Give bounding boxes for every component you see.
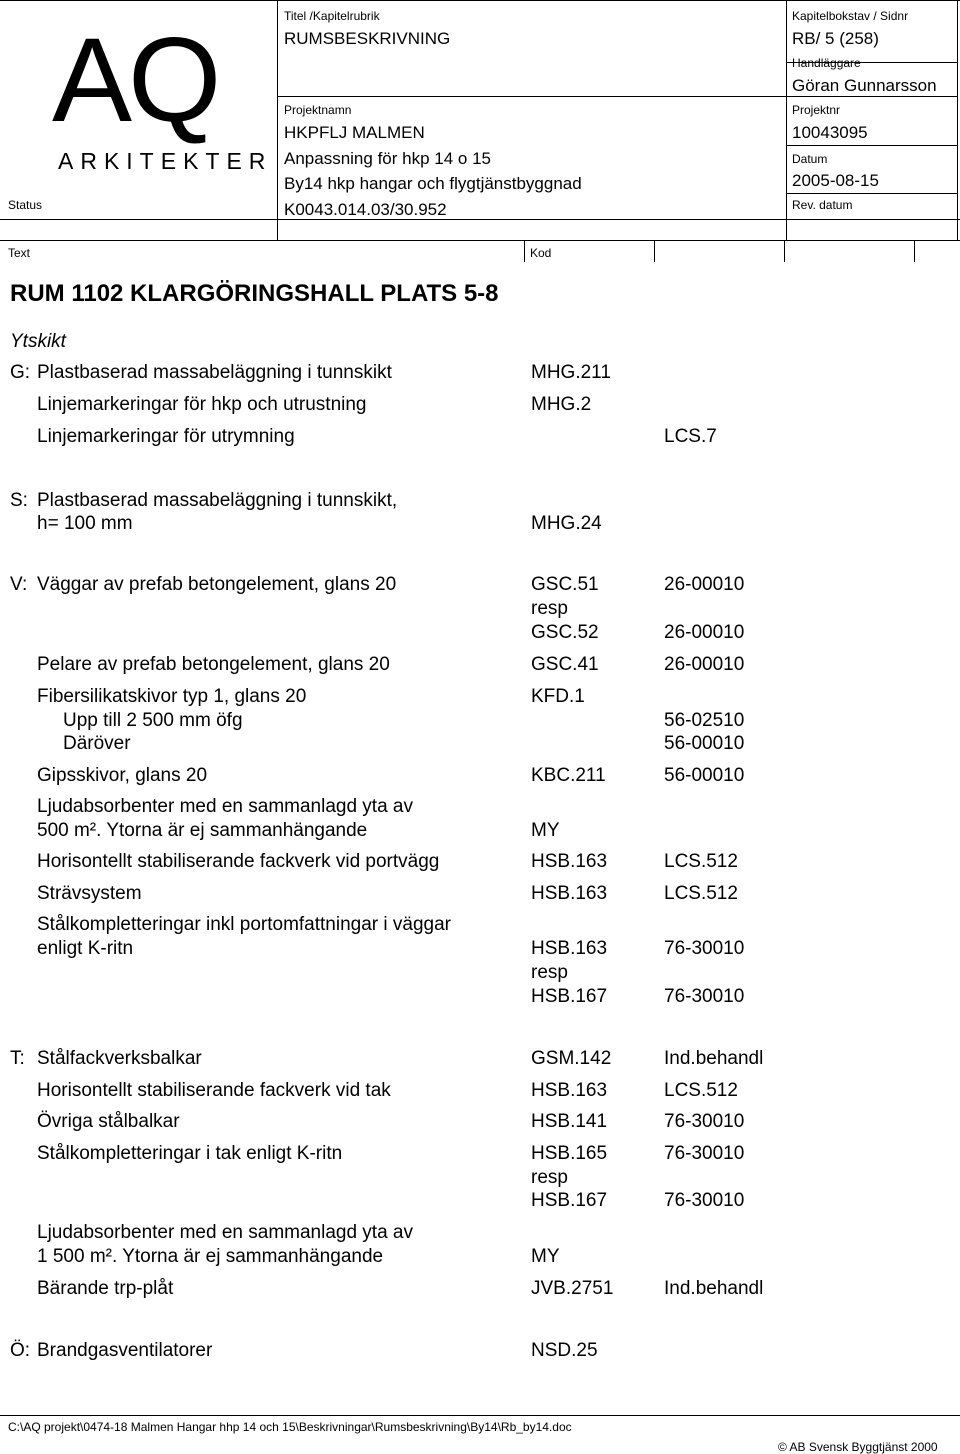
spec-description: Plastbaserad massabeläggning i tunnskikt — [37, 362, 392, 383]
projektnamn-line2: Anpassning för hkp 14 o 15 — [284, 149, 491, 168]
spec-code: resp — [531, 1167, 568, 1188]
spec-description: Horisontellt stabiliserande fackverk vid portvägg — [37, 851, 440, 872]
spec-code: JVB.2751 — [531, 1278, 614, 1299]
spec-code: GSC.51 — [531, 574, 599, 595]
spec-description: Ljudabsorbenter med en sammanlagd yta av — [37, 796, 414, 817]
footer-copyright: © AB Svensk Byggtjänst 2000 — [778, 1440, 938, 1454]
header-col-divider-3 — [957, 0, 958, 241]
spec-code: MHG.2 — [531, 394, 592, 415]
spec-reference: LCS.512 — [664, 1080, 738, 1101]
spec-description: Plastbaserad massabeläggning i tunnskikt, — [37, 490, 398, 511]
spec-description: Stålkompletteringar inkl portomfattningar i väggar — [37, 914, 451, 935]
spec-code: MHG.211 — [531, 362, 611, 383]
spec-code: KBC.211 — [531, 765, 606, 786]
header-cell-line — [786, 145, 958, 146]
spec-reference: 26-00010 — [664, 574, 745, 595]
spec-code: HSB.163 — [531, 851, 608, 872]
spec-code: HSB.165 — [531, 1143, 608, 1164]
footer-path: C:\AQ projekt\0474-18 Malmen Hangar hhp 14 och 15\Beskrivningar\Rumsbeskrivning\By14\Rb_by14.doc — [8, 1420, 572, 1434]
spec-reference: 56-00010 — [664, 765, 745, 786]
spec-code: NSD.25 — [531, 1340, 598, 1361]
spec-code: HSB.167 — [531, 1190, 608, 1211]
spec-reference: 76-30010 — [664, 1143, 745, 1164]
header-col-divider-1 — [277, 0, 278, 241]
spec-code: HSB.163 — [531, 938, 608, 959]
header-col-divider-2 — [786, 0, 787, 241]
spec-group-prefix: V: — [10, 574, 28, 595]
kod-column-label: Kod — [530, 246, 552, 260]
spec-reference: 76-30010 — [664, 938, 745, 959]
spec-reference: 26-00010 — [664, 622, 745, 643]
header-cell-line — [786, 193, 958, 194]
titel-label: Titel /Kapitelrubrik — [284, 9, 380, 23]
header-bottom-border — [0, 240, 960, 241]
logo-mark: AQ — [52, 13, 218, 147]
kapitel-label: Kapitelbokstav / Sidnr — [792, 9, 909, 23]
spec-code: GSC.52 — [531, 622, 599, 643]
spec-description: Väggar av prefab betongelement, glans 20 — [37, 574, 397, 595]
spec-description: 500 m². Ytorna är ej sammanhängande — [37, 820, 368, 841]
logo-text: ARKITEKTER — [58, 148, 273, 174]
projektnamn-line3: By14 hkp hangar och flygtjänstbyggnad — [284, 174, 582, 193]
spec-description: Övriga stålbalkar — [37, 1111, 180, 1132]
spec-description: Bärande trp-plåt — [37, 1278, 174, 1299]
spec-code: GSC.41 — [531, 654, 599, 675]
spec-reference: Ind.behandl — [664, 1048, 764, 1069]
spec-code: resp — [531, 598, 568, 619]
spec-code: MHG.24 — [531, 513, 602, 534]
projektnamn-line1: HKPFLJ MALMEN — [284, 123, 425, 142]
spec-code: KFD.1 — [531, 686, 585, 707]
titel-value: RUMSBESKRIVNING — [284, 29, 451, 48]
spec-code: HSB.163 — [531, 1080, 608, 1101]
spec-reference: 76-30010 — [664, 1190, 745, 1211]
spec-code: HSB.167 — [531, 986, 608, 1007]
projektnamn-label: Projektnamn — [284, 103, 352, 117]
spec-code: HSB.163 — [531, 883, 608, 904]
spec-description: Linjemarkeringar för hkp och utrustning — [37, 394, 367, 415]
text-column-label: Text — [8, 246, 31, 260]
spec-reference: 76-30010 — [664, 1111, 745, 1132]
spec-description: Ljudabsorbenter med en sammanlagd yta av — [37, 1222, 414, 1243]
spec-description: Strävsystem — [37, 883, 142, 904]
spec-code: HSB.141 — [531, 1111, 608, 1132]
spec-reference: 56-02510 — [664, 710, 745, 731]
spec-reference: LCS.512 — [664, 851, 738, 872]
spec-group-prefix: Ö: — [10, 1340, 31, 1361]
spec-group-prefix: S: — [10, 490, 28, 511]
spec-reference: LCS.512 — [664, 883, 738, 904]
spec-description: Stålfackverksbalkar — [37, 1048, 202, 1069]
spec-description: Horisontellt stabiliserande fackverk vid tak — [37, 1080, 391, 1101]
spec-description: Upp till 2 500 mm öfg — [63, 710, 243, 731]
spec-description: h= 100 mm — [37, 513, 133, 534]
kod-tick — [784, 240, 785, 262]
datum-value: 2005-08-15 — [792, 171, 879, 190]
spec-group-prefix: T: — [10, 1048, 25, 1069]
spec-code: GSM.142 — [531, 1048, 612, 1069]
kod-tick — [914, 240, 915, 262]
header-cell-line — [277, 96, 958, 97]
revdatum-label: Rev. datum — [792, 198, 853, 212]
handlaggare-value: Göran Gunnarsson — [792, 76, 937, 95]
projektnr-value: 10043095 — [792, 123, 868, 142]
spec-code: MY — [531, 1246, 560, 1267]
status-label: Status — [8, 198, 43, 212]
spec-code: MY — [531, 820, 560, 841]
header-divider — [0, 219, 960, 220]
projektnr-label: Projektnr — [792, 103, 841, 117]
spec-reference: LCS.7 — [664, 426, 717, 447]
footer-border — [0, 1415, 960, 1416]
spec-description: Stålkompletteringar i tak enligt K-ritn — [37, 1143, 343, 1164]
header-top-border — [0, 0, 960, 1]
spec-description: Fibersilikatskivor typ 1, glans 20 — [37, 686, 307, 707]
spec-description: Pelare av prefab betongelement, glans 20 — [37, 654, 390, 675]
room-title: RUM 1102 KLARGÖRINGSHALL PLATS 5-8 — [10, 280, 499, 307]
projektnamn-line4: K0043.014.03/30.952 — [284, 200, 447, 219]
spec-description: Däröver — [63, 733, 131, 754]
spec-description: Brandgasventilatorer — [37, 1340, 213, 1361]
spec-group-prefix: G: — [10, 362, 31, 383]
spec-description: enligt K-ritn — [37, 938, 134, 959]
spec-description: Gipsskivor, glans 20 — [37, 765, 208, 786]
section-heading: Ytskikt — [10, 331, 66, 352]
spec-reference: 56-00010 — [664, 733, 745, 754]
spec-reference: 26-00010 — [664, 654, 745, 675]
handlaggare-label: Handläggare — [792, 56, 861, 70]
kapitel-value: RB/ 5 (258) — [792, 29, 879, 48]
datum-label: Datum — [792, 152, 828, 166]
kod-divider — [524, 240, 525, 262]
kod-tick — [654, 240, 655, 262]
spec-reference: Ind.behandl — [664, 1278, 764, 1299]
spec-code: resp — [531, 962, 568, 983]
spec-description: Linjemarkeringar för utrymning — [37, 426, 295, 447]
spec-reference: 76-30010 — [664, 986, 745, 1007]
spec-description: 1 500 m². Ytorna är ej sammanhängande — [37, 1246, 384, 1267]
